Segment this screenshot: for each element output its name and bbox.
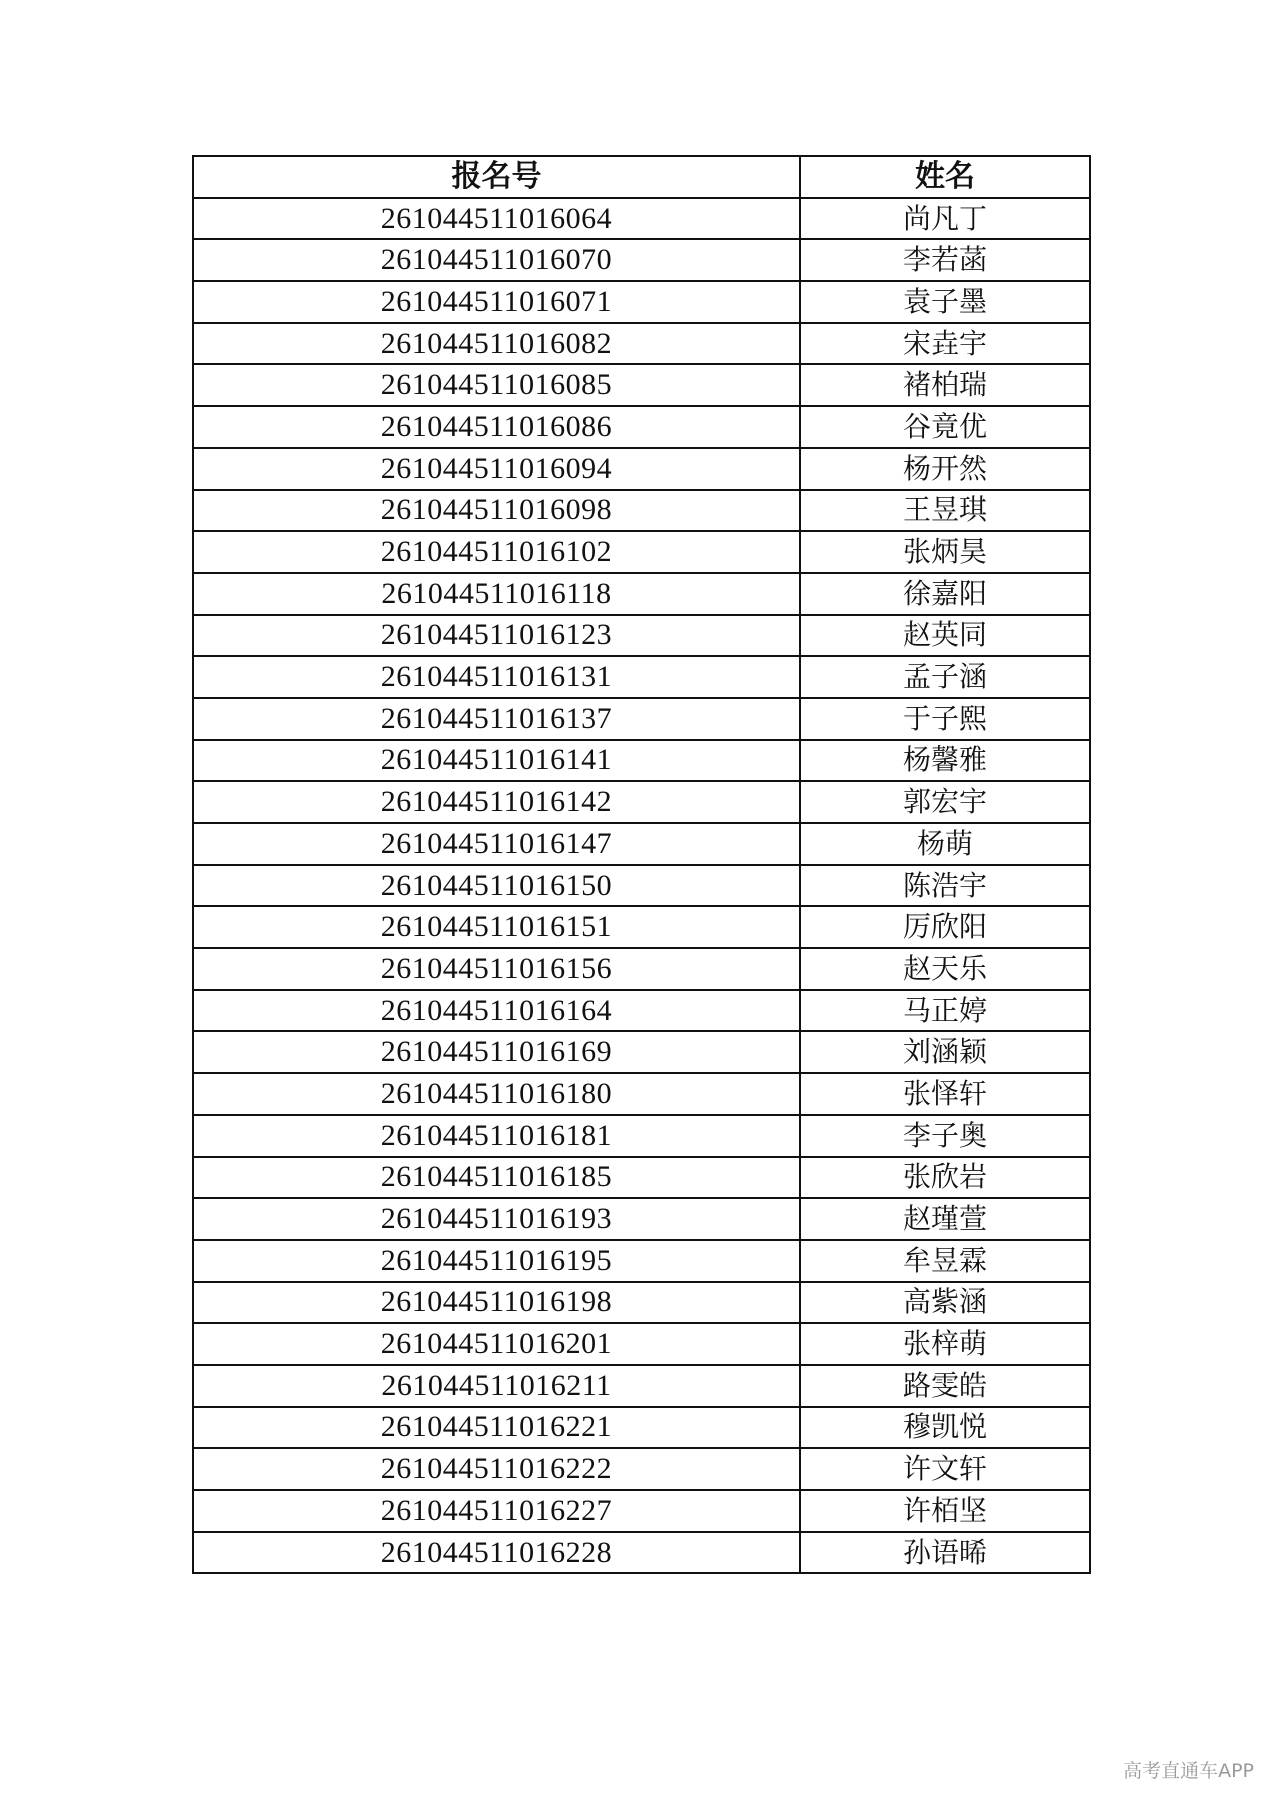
name-cell: 赵天乐: [800, 948, 1090, 990]
table-header-row: [193, 156, 1090, 198]
table-row: [193, 823, 1090, 865]
registration-number-cell: 261044511016071: [193, 281, 800, 323]
table-row: [193, 406, 1090, 448]
table-row: [193, 1448, 1090, 1490]
registration-number-cell: 261044511016164: [193, 990, 800, 1032]
name-cell: 陈浩宇: [800, 865, 1090, 907]
table-row: [193, 1365, 1090, 1407]
registration-number-cell: 261044511016147: [193, 823, 800, 865]
table-row: [193, 906, 1090, 948]
table-row: [193, 1532, 1090, 1574]
name-cell: 李若菡: [800, 239, 1090, 281]
registration-number-cell: 261044511016118: [193, 573, 800, 615]
table-row: [193, 1031, 1090, 1073]
table-row: [193, 323, 1090, 365]
name-cell: 赵英同: [800, 615, 1090, 657]
registration-number-cell: 261044511016222: [193, 1448, 800, 1490]
name-cell: 路雯皓: [800, 1365, 1090, 1407]
table-row: [193, 448, 1090, 490]
table-row: [193, 490, 1090, 532]
name-cell: 李子奥: [800, 1115, 1090, 1157]
name-cell: 孟子涵: [800, 656, 1090, 698]
registration-number-cell: 261044511016193: [193, 1198, 800, 1240]
registration-table: [192, 155, 1091, 1574]
registration-number-cell: 261044511016221: [193, 1407, 800, 1449]
table-row: [193, 1240, 1090, 1282]
table-row: [193, 531, 1090, 573]
table-row: [193, 1282, 1090, 1324]
name-cell: 张炳昊: [800, 531, 1090, 573]
name-cell: 杨开然: [800, 448, 1090, 490]
registration-number-cell: 261044511016211: [193, 1365, 800, 1407]
registration-number-cell: 261044511016141: [193, 740, 800, 782]
registration-number-cell: 261044511016227: [193, 1490, 800, 1532]
name-cell: 尚凡丁: [800, 198, 1090, 240]
table-row: [193, 1115, 1090, 1157]
registration-number-cell: 261044511016064: [193, 198, 800, 240]
name-cell: 杨萌: [800, 823, 1090, 865]
header-name: 姓名: [800, 156, 1090, 198]
registration-number-cell: 261044511016156: [193, 948, 800, 990]
registration-number-cell: 261044511016195: [193, 1240, 800, 1282]
registration-number-cell: 261044511016142: [193, 781, 800, 823]
header-registration-number: 报名号: [193, 156, 800, 198]
name-cell: 许栢坚: [800, 1490, 1090, 1532]
registration-number-cell: 261044511016085: [193, 364, 800, 406]
name-cell: 王昱琪: [800, 490, 1090, 532]
name-cell: 赵瑾萱: [800, 1198, 1090, 1240]
name-cell: 褚柏瑞: [800, 364, 1090, 406]
registration-number-cell: 261044511016082: [193, 323, 800, 365]
table-row: [193, 656, 1090, 698]
registration-number-cell: 261044511016102: [193, 531, 800, 573]
registration-number-cell: 261044511016169: [193, 1031, 800, 1073]
table-row: [193, 364, 1090, 406]
registration-number-cell: 261044511016151: [193, 906, 800, 948]
registration-number-cell: 261044511016185: [193, 1157, 800, 1199]
table-row: [193, 865, 1090, 907]
table-row: [193, 1198, 1090, 1240]
table-row: [193, 281, 1090, 323]
table-row: [193, 1323, 1090, 1365]
registration-number-cell: 261044511016180: [193, 1073, 800, 1115]
name-cell: 厉欣阳: [800, 906, 1090, 948]
registration-number-cell: 261044511016181: [193, 1115, 800, 1157]
registration-number-cell: 261044511016086: [193, 406, 800, 448]
name-cell: 马正婷: [800, 990, 1090, 1032]
name-cell: 穆凯悦: [800, 1407, 1090, 1449]
registration-number-cell: 261044511016070: [193, 239, 800, 281]
name-cell: 袁子墨: [800, 281, 1090, 323]
table-row: [193, 1407, 1090, 1449]
name-cell: 许文轩: [800, 1448, 1090, 1490]
table-row: [193, 239, 1090, 281]
registration-number-cell: 261044511016228: [193, 1532, 800, 1574]
name-cell: 徐嘉阳: [800, 573, 1090, 615]
name-cell: 于子熙: [800, 698, 1090, 740]
name-cell: 杨馨雅: [800, 740, 1090, 782]
table-row: [193, 1157, 1090, 1199]
table-body: [193, 198, 1090, 1574]
registration-number-cell: 261044511016198: [193, 1282, 800, 1324]
registration-number-cell: 261044511016123: [193, 615, 800, 657]
table-row: [193, 990, 1090, 1032]
name-cell: 谷竟优: [800, 406, 1090, 448]
table-row: [193, 781, 1090, 823]
table-row: [193, 698, 1090, 740]
registration-number-cell: 261044511016094: [193, 448, 800, 490]
registration-number-cell: 261044511016201: [193, 1323, 800, 1365]
name-cell: 张梓萌: [800, 1323, 1090, 1365]
registration-number-cell: 261044511016150: [193, 865, 800, 907]
name-cell: 张欣岩: [800, 1157, 1090, 1199]
watermark: 高考直通车APP: [1123, 1760, 1254, 1782]
registration-number-cell: 261044511016137: [193, 698, 800, 740]
name-cell: 刘涵颖: [800, 1031, 1090, 1073]
registration-number-cell: 261044511016131: [193, 656, 800, 698]
table-row: [193, 198, 1090, 240]
table-row: [193, 948, 1090, 990]
name-cell: 张怿轩: [800, 1073, 1090, 1115]
name-cell: 宋垚宇: [800, 323, 1090, 365]
name-cell: 高紫涵: [800, 1282, 1090, 1324]
table-row: [193, 1073, 1090, 1115]
name-cell: 郭宏宇: [800, 781, 1090, 823]
table-row: [193, 740, 1090, 782]
name-cell: 牟昱霖: [800, 1240, 1090, 1282]
table-row: [193, 1490, 1090, 1532]
name-cell: 孙语晞: [800, 1532, 1090, 1574]
table-row: [193, 573, 1090, 615]
table-row: [193, 615, 1090, 657]
registration-number-cell: 261044511016098: [193, 490, 800, 532]
